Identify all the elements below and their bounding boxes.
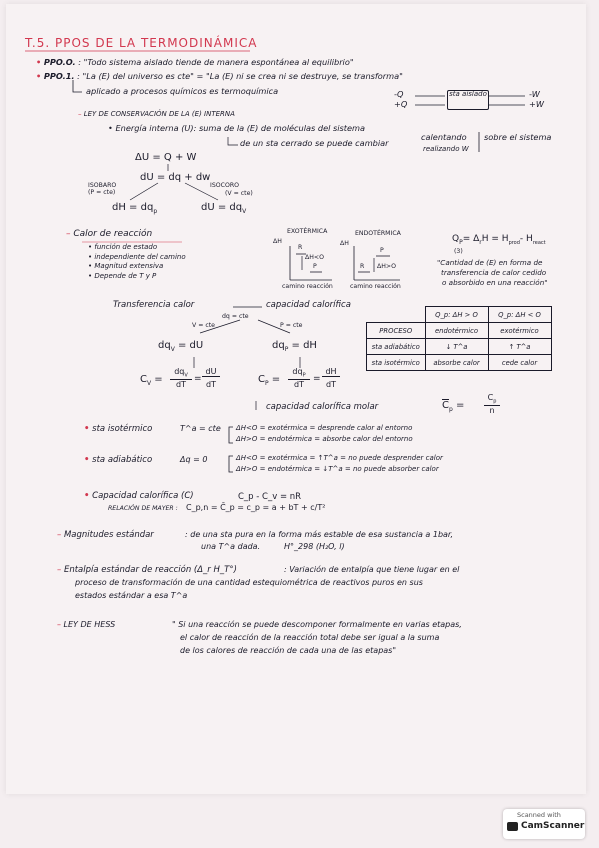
hess-l2: el calor de reacción de la reacción total debe ser igual a la suma bbox=[180, 633, 440, 642]
hess-line bbox=[57, 621, 115, 630]
isobaric-condition: (P = cte) bbox=[88, 189, 116, 196]
isothermal-cond: T^a = cte bbox=[180, 424, 221, 433]
v-cte-label: V = cte bbox=[192, 322, 215, 329]
sys-heat-in: +Q bbox=[394, 99, 408, 109]
standard-enthalpy-line bbox=[57, 566, 237, 575]
camscanner-logo-icon bbox=[507, 822, 518, 831]
cp-frac2-num: dH bbox=[322, 367, 340, 377]
dqv-text: dq bbox=[158, 340, 171, 351]
mayer-eq: C_p,n = C̄_p = c_p = a + bT + c/T² bbox=[186, 503, 326, 512]
table-cell: ↑ T^a bbox=[488, 339, 551, 355]
cp-frac-num: $dq_P$ bbox=[288, 367, 310, 380]
standard-magnitudes-label: Magnitudes estándar bbox=[63, 530, 154, 540]
bullet-icon: • bbox=[36, 57, 42, 67]
first-law-equation: ΔU = Q + W bbox=[135, 152, 197, 163]
ppo0-label: PPO.O. bbox=[43, 57, 76, 67]
qp-number: (3) bbox=[454, 248, 463, 255]
page-title: T.5. PPOS DE LA TERMODINÁMICA bbox=[25, 36, 258, 50]
table-cell: Q_p: ΔH > O bbox=[425, 307, 488, 323]
sys-heat-out: -Q bbox=[394, 89, 404, 99]
ppo1-line bbox=[36, 72, 403, 81]
standard-enthalpy-l2: proceso de transformación de una cantidad estequiométrica de reactivos puros en sus bbox=[75, 578, 423, 587]
dqv-rest: = dU bbox=[178, 340, 204, 351]
heat-capacity-label: capacidad calorífica bbox=[266, 300, 351, 310]
cp-text: C bbox=[258, 374, 265, 385]
table-cell: exotérmico bbox=[488, 323, 551, 339]
endo-product-label: P bbox=[380, 247, 384, 254]
standard-magnitudes-l2: una T^a dada. bbox=[201, 542, 261, 551]
bullet-icon: • bbox=[84, 491, 90, 501]
table-cell: endotérmico bbox=[425, 323, 488, 339]
table-header-row bbox=[367, 307, 552, 323]
table-cell: sta isotérmico bbox=[367, 355, 426, 371]
differential-equation: dU = dq + dw bbox=[140, 172, 211, 183]
quantity-line3: o absorbido en una reacción" bbox=[442, 278, 548, 287]
cv-frac2-den: dT bbox=[206, 380, 216, 389]
adiabatic-line bbox=[84, 456, 152, 465]
qp-equation: $Q_P= \Delta_rH = H_{prod}-$ $H_{react}$ bbox=[452, 234, 546, 246]
work-text: realizando W bbox=[423, 145, 469, 153]
dash-icon: – bbox=[57, 530, 62, 540]
frac-sub: p bbox=[493, 398, 497, 405]
cp-sub: P bbox=[264, 380, 269, 387]
table-row bbox=[367, 355, 552, 371]
exo-product-label: P bbox=[313, 263, 317, 270]
energy-isochoric bbox=[201, 202, 246, 215]
dqv-sub: V bbox=[170, 346, 175, 353]
prop-text: Magnitud extensiva bbox=[94, 262, 164, 270]
isothermal-l1: ΔH<O = exotérmica = desprende calor al entorno bbox=[236, 424, 413, 432]
table-cell: Q_p: ΔH < O bbox=[488, 307, 551, 323]
dqp-text: dq bbox=[272, 340, 285, 351]
qp-react: react bbox=[532, 239, 546, 246]
process-table bbox=[366, 306, 552, 371]
quantity-line2: transferencia de calor cedido bbox=[441, 268, 547, 277]
bullet-icon: • bbox=[84, 424, 90, 434]
bullet-icon: • bbox=[108, 123, 113, 133]
adiabatic-l2: ΔH>O = endotérmica = ↓T^a = no puede absorber calor bbox=[236, 465, 439, 473]
dash-icon: – bbox=[78, 110, 82, 118]
adiabatic-l1: ΔH<O = exotérmica = ↑T^a = no puede desprender calor bbox=[236, 454, 443, 462]
isothermal-label: sta isotérmico bbox=[92, 424, 153, 434]
isolated-system-box: sta aislado bbox=[447, 90, 489, 110]
qp-q: Q bbox=[452, 234, 460, 244]
mayer-label: RELACIÓN DE MAYER : bbox=[108, 505, 178, 512]
table-cell bbox=[367, 307, 426, 323]
cv-sub: V bbox=[146, 380, 152, 387]
cp-equation: $C_P$ = bbox=[258, 374, 281, 387]
frac-text: dq bbox=[174, 367, 185, 376]
bullet-icon: • bbox=[36, 71, 42, 81]
standard-magnitudes-l1: : de una sta pura en la forma más estable de esa sustancia a 1bar, bbox=[185, 530, 454, 539]
exo-axis-label: ΔH bbox=[273, 238, 282, 245]
table-row bbox=[367, 339, 552, 355]
closed-system-text: de un sta cerrado se puede cambiar bbox=[240, 138, 389, 148]
cv-equation: $C_V$ = bbox=[140, 374, 163, 387]
table-cell: cede calor bbox=[488, 355, 551, 371]
dqp-sub: P bbox=[284, 346, 289, 353]
dqv-equation bbox=[158, 340, 203, 353]
cv-text: C bbox=[140, 374, 147, 385]
energy-isochoric-text: dU = dq bbox=[201, 202, 243, 213]
standard-magnitudes-l2b: H°_298 (H₂O, l) bbox=[284, 542, 345, 551]
endo-path-label: camino reacción bbox=[350, 283, 401, 290]
ppo1-text: : "La (E) del universo es cte" = "La (E) ni se crea ni se destruye, se transforma" bbox=[77, 71, 403, 81]
dash-icon: – bbox=[66, 229, 71, 239]
dash-icon: – bbox=[57, 565, 62, 575]
cp-bar-sub: p bbox=[448, 406, 453, 413]
heating-text: calentando bbox=[421, 132, 467, 142]
molar-capacity-label: capacidad calorífica molar bbox=[266, 402, 379, 412]
ppo0-line bbox=[36, 58, 354, 67]
heat-capacity-text: Capacidad calorífica (C) bbox=[92, 491, 194, 501]
qp-minus: - H bbox=[519, 234, 533, 244]
standard-magnitudes-line bbox=[57, 531, 154, 540]
reaction-heat-title: Calor de reacción bbox=[73, 229, 153, 239]
applied-text: aplicado a procesos químicos es termoquímica bbox=[86, 86, 279, 96]
cv-frac-den: dT bbox=[176, 380, 186, 389]
prop-item: • Magnitud extensiva bbox=[88, 262, 164, 270]
sys-work-out: -W bbox=[529, 89, 540, 99]
dqp-rest: = dH bbox=[291, 340, 317, 351]
hess-l1: " Si una reacción se puede descomponer formalmente en varias etapas, bbox=[172, 620, 462, 629]
table-cell: ↓ T^a bbox=[425, 339, 488, 355]
exo-reactant-label: R bbox=[298, 244, 303, 251]
cv-frac-num: $dq_V$ bbox=[170, 367, 192, 380]
enthalpy-isobaric bbox=[112, 202, 157, 215]
cp-frac-den: dT bbox=[294, 380, 304, 389]
isochoric-label: ISOCORO bbox=[210, 182, 239, 189]
qp-prod: prod bbox=[508, 239, 520, 246]
p-cte-label: P = cte bbox=[280, 322, 303, 329]
dqp-equation bbox=[272, 340, 317, 353]
equals-sign: = bbox=[313, 374, 321, 384]
molar-frac-num bbox=[484, 393, 500, 406]
conservation-law-line bbox=[78, 110, 235, 118]
reaction-heat-line bbox=[66, 230, 152, 240]
heat-capacity-line bbox=[84, 492, 194, 501]
camscanner-watermark bbox=[503, 809, 585, 839]
qp-eq: = Δ bbox=[462, 234, 480, 244]
prop-text: Depende de T y P bbox=[94, 271, 157, 280]
endo-axis-label: ΔH bbox=[340, 240, 349, 247]
prop-item: • Depende de T y P bbox=[88, 271, 157, 280]
qp-sub: P bbox=[459, 238, 463, 246]
quantity-line1: "Cantidad de (E) en forma de bbox=[437, 258, 543, 267]
cp-frac2-den: dT bbox=[326, 380, 336, 389]
frac-text: C bbox=[487, 393, 494, 402]
exo-dh-label: ΔH<O bbox=[305, 254, 324, 261]
isochoric-condition: (V = cte) bbox=[225, 190, 253, 197]
adiabatic-label: sta adiabático bbox=[92, 455, 153, 465]
prop-text: independiente del camino bbox=[94, 252, 186, 261]
enthalpy-isobaric-text: dH = dq bbox=[112, 202, 154, 213]
prop-item: • función de estado bbox=[88, 243, 158, 251]
table-row bbox=[367, 323, 552, 339]
watermark-scanned-text: Scanned with bbox=[517, 811, 561, 819]
isothermal-l2: ΔH>O = endotérmica = absorbe calor del entorno bbox=[236, 435, 413, 443]
internal-energy-line bbox=[108, 124, 365, 133]
table-cell: sta adiabático bbox=[367, 339, 426, 355]
isothermal-line bbox=[84, 425, 152, 434]
energy-isochoric-sub: V bbox=[242, 208, 247, 215]
endothermic-label: ENDOTÉRMICA bbox=[355, 230, 401, 237]
molar-cp: $\overline{C}_p$ = bbox=[442, 400, 465, 413]
endo-reactant-label: R bbox=[360, 263, 365, 270]
standard-enthalpy-l3: estados estándar a esa T^a bbox=[75, 591, 188, 600]
dq-cte-label: dq = cte bbox=[222, 313, 249, 320]
cv-frac2-num: dU bbox=[202, 367, 220, 377]
internal-energy-text: Energía interna (U): suma de la (E) de moléculas del sistema bbox=[115, 123, 366, 133]
conservation-law-label: LEY DE CONSERVACIÓN DE LA (E) INTERNA bbox=[83, 110, 235, 118]
prop-text: función de estado bbox=[94, 243, 158, 251]
watermark-app-text: CamScanner bbox=[521, 821, 585, 831]
molar-frac-den: n bbox=[489, 406, 495, 415]
dash-icon: – bbox=[57, 620, 61, 629]
ppo0-text: : "Todo sistema aislado tiende de manera espontánea al equilibrio" bbox=[78, 57, 354, 67]
exothermic-label: EXOTÉRMICA bbox=[287, 228, 328, 235]
endo-dh-label: ΔH>O bbox=[377, 263, 396, 270]
adiabatic-cond: Δq = 0 bbox=[180, 455, 208, 464]
enthalpy-isobaric-sub: p bbox=[153, 208, 158, 215]
hess-label: LEY DE HESS bbox=[63, 620, 116, 629]
heat-transfer-label: Transferencia calor bbox=[113, 300, 195, 310]
heat-capacity-eq: C_p - C_v = nR bbox=[238, 492, 302, 502]
prop-item: • independiente del camino bbox=[88, 252, 186, 261]
hess-l3: de los calores de reacción de cada una de las etapas" bbox=[180, 646, 397, 655]
frac-text: dq bbox=[292, 367, 303, 376]
sys-work-in: +W bbox=[529, 99, 544, 109]
table-cell: absorbe calor bbox=[425, 355, 488, 371]
qp-h: H = H bbox=[481, 234, 509, 244]
bullet-icon: • bbox=[84, 455, 90, 465]
equals-sign: = bbox=[194, 374, 202, 384]
standard-enthalpy-l1: : Variación de entalpía que tiene lugar en el bbox=[284, 565, 460, 574]
cp-bar: $\overline{C}$ bbox=[442, 400, 449, 411]
table-cell: PROCESO bbox=[367, 323, 426, 339]
isobaric-label: ISOBARO bbox=[88, 182, 117, 189]
reaction-heat-props bbox=[88, 243, 186, 281]
on-system-text: sobre el sistema bbox=[484, 132, 552, 142]
exo-path-label: camino reacción bbox=[282, 283, 333, 290]
standard-enthalpy-label: Entalpía estándar de reacción (Δ_r H_T°) bbox=[63, 565, 237, 575]
ppo1-label: PPO.1. bbox=[43, 71, 75, 81]
